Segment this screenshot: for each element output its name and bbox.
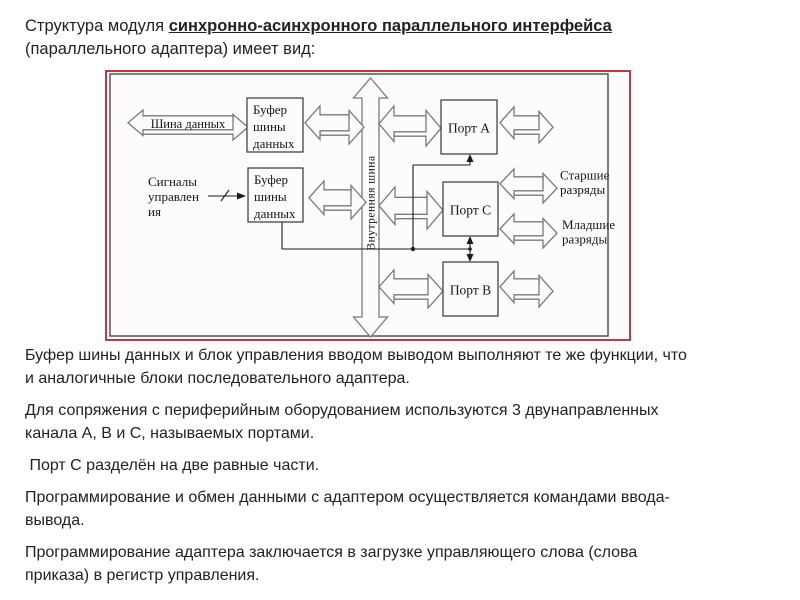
portcb-junction-dot: [468, 247, 472, 251]
paragraph-line: Программирование адаптера заключается в загрузке управляющего слова (слова: [25, 544, 638, 561]
buffer-bottom-line2: шины: [254, 189, 287, 204]
diagram-red-frame: [105, 70, 631, 341]
paragraph-line: Порт С разделён на две равные части.: [25, 457, 320, 474]
buffer-bottom-line1: Буфер: [254, 172, 289, 187]
high-bits-line1: Старшие: [560, 167, 610, 183]
connector-junction-dot: [411, 247, 415, 251]
control-signals-arrowhead-icon: [237, 193, 246, 200]
port-c-label: Порт С: [449, 202, 492, 218]
buffer-top-line3: данных: [253, 136, 295, 151]
low-bits-line1: Младшие: [562, 217, 616, 232]
title-emphasized-phrase: синхронно-асинхронного параллельного интерфейса: [168, 17, 612, 35]
control-signals-line1: Сигналы: [148, 174, 198, 189]
body-text: [25, 344, 777, 596]
paragraph-line: Буфер шины данных и блок управления вводом выводом выполняют те же функции, что: [25, 347, 687, 364]
data-bus-label: Шина данных: [150, 117, 226, 131]
paragraph-port-c: [25, 454, 777, 477]
control-signals-line2: управлен: [148, 189, 199, 204]
paragraph-line: приказа) в регистр управления.: [25, 567, 260, 584]
paragraph-line: и аналогичные блоки последовательного адаптера.: [25, 370, 410, 387]
paragraph-control-word: [25, 541, 777, 587]
paragraph-line: канала А, В и С, называемых портами.: [25, 425, 315, 442]
slide-title: [25, 15, 765, 60]
portc-up-arrowhead-icon: [467, 236, 474, 244]
buffer-top-line2: шины: [253, 119, 286, 134]
buffer-bottom-line3: данных: [254, 206, 296, 221]
title-prefix: Структура модуля: [25, 17, 169, 35]
block-diagram: [107, 72, 629, 339]
paragraph-line: Программирование и обмен данными с адаптером осуществляется командами ввода-: [25, 489, 670, 506]
paragraph-channels: [25, 399, 777, 445]
buffer-top-line1: Буфер: [253, 102, 288, 117]
paragraph-buffer-function: [25, 344, 777, 390]
low-bits-line2: разряды: [562, 231, 608, 247]
control-signals-line3: ия: [148, 204, 161, 219]
porta-up-arrowhead-icon: [467, 154, 474, 162]
paragraph-line: вывода.: [25, 512, 85, 529]
paragraph-line: Для сопряжения с периферийным оборудованием используются 3 двунаправленных: [25, 402, 659, 419]
portb-down-arrowhead-icon: [467, 254, 474, 262]
port-b-label: Порт В: [449, 282, 492, 298]
paragraph-programming-io: [25, 486, 777, 532]
port-a-label: Порт А: [447, 120, 491, 136]
internal-bus-label: Внутренняя шина: [365, 155, 378, 251]
title-line2: (параллельного адаптера) имеет вид:: [25, 39, 316, 58]
high-bits-line2: разряды: [560, 182, 606, 197]
